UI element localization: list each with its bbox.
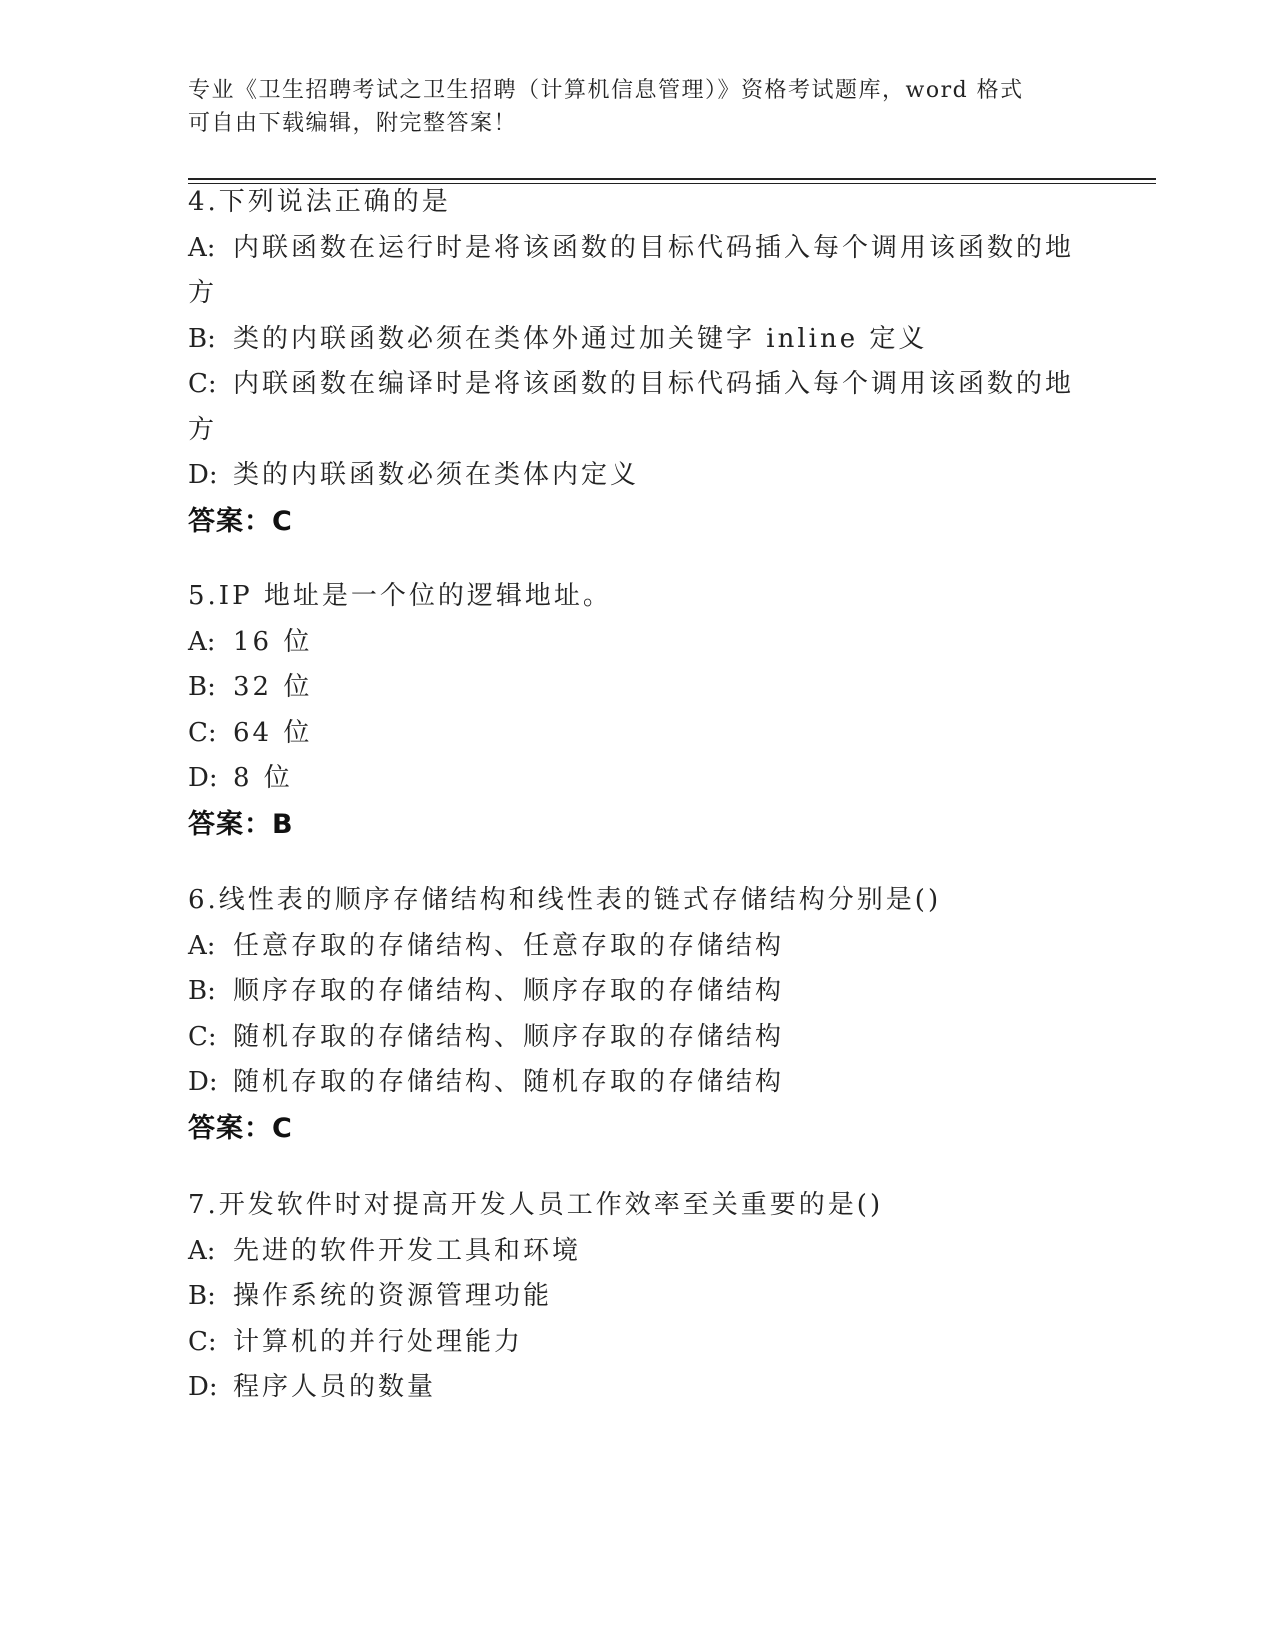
option-key: B: [188,1281,216,1311]
option-key: B: [188,323,216,354]
option-c [188,1320,1088,1366]
option-text: 程序人员的数量 [233,1372,437,1402]
option-key: C: [188,1021,217,1052]
option-text: 类的内联函数必须在类体内定义 [233,460,640,490]
header-line-1: 专业《卫生招聘考试之卫生招聘（计算机信息管理）》资格考试题库，word 格式 [188,78,1024,103]
option-a [188,620,1088,666]
option-text: 64 位 [233,717,313,748]
option-text: 内联函数在编译时是将该函数的目标代码插入每个调用该函数的地方 [188,369,1075,445]
option-key: D: [188,460,218,490]
answer-label: 答案：C [188,1112,293,1144]
question-6 [188,878,1088,1151]
question-7 [188,1183,1088,1411]
option-text: 顺序存取的存储结构、顺序存取的存储结构 [233,976,785,1006]
question-stem: 6.线性表的顺序存储结构和线性表的链式存储结构分别是() [188,885,942,915]
header-line-2: 可自由下载编辑，附完整答案！ [188,111,518,136]
option-d [188,1365,1088,1411]
option-c [188,711,1088,757]
option-b [188,665,1088,711]
option-b [188,969,1088,1015]
option-key: B: [188,672,216,702]
question-5 [188,574,1088,847]
document-header [188,74,1068,140]
option-a [188,924,1088,970]
question-stem: 7.开发软件时对提高开发人员工作效率至关重要的是() [188,1190,884,1220]
question-4 [188,180,1088,544]
option-text: 8 位 [233,763,293,793]
question-stem: 5.IP 地址是一个位的逻辑地址。 [188,581,612,611]
option-text: 类的内联函数必须在类体外通过加关键字 inline 定义 [233,323,928,354]
option-key: C: [188,369,217,399]
option-key: A: [188,1235,216,1266]
option-key: D: [188,763,218,793]
option-key: A: [188,930,216,961]
answer-label: 答案：B [188,808,294,840]
option-d [188,1060,1088,1106]
option-a [188,226,1088,317]
option-b [188,317,1088,363]
option-c [188,1015,1088,1061]
option-b [188,1274,1088,1320]
option-text: 内联函数在运行时是将该函数的目标代码插入每个调用该函数的地方 [188,232,1075,308]
option-c [188,362,1088,453]
option-text: 先进的软件开发工具和环境 [233,1235,582,1266]
option-key: D: [188,1372,218,1402]
option-key: B: [188,976,216,1006]
option-text: 随机存取的存储结构、顺序存取的存储结构 [233,1021,785,1052]
option-a [188,1229,1088,1275]
question-stem: 4.下列说法正确的是 [188,187,451,217]
option-d [188,756,1088,802]
option-key: C: [188,717,217,748]
answer-label: 答案：C [188,505,293,537]
option-key: A: [188,626,216,657]
option-key: A: [188,232,216,263]
option-text: 操作系统的资源管理功能 [233,1281,553,1311]
option-text: 随机存取的存储结构、随机存取的存储结构 [233,1067,785,1097]
option-key: C: [188,1326,217,1357]
option-d [188,453,1088,499]
option-text: 16 位 [233,626,313,657]
option-text: 任意存取的存储结构、任意存取的存储结构 [233,930,785,961]
option-key: D: [188,1067,218,1097]
option-text: 计算机的并行处理能力 [233,1326,524,1357]
option-text: 32 位 [233,672,313,702]
